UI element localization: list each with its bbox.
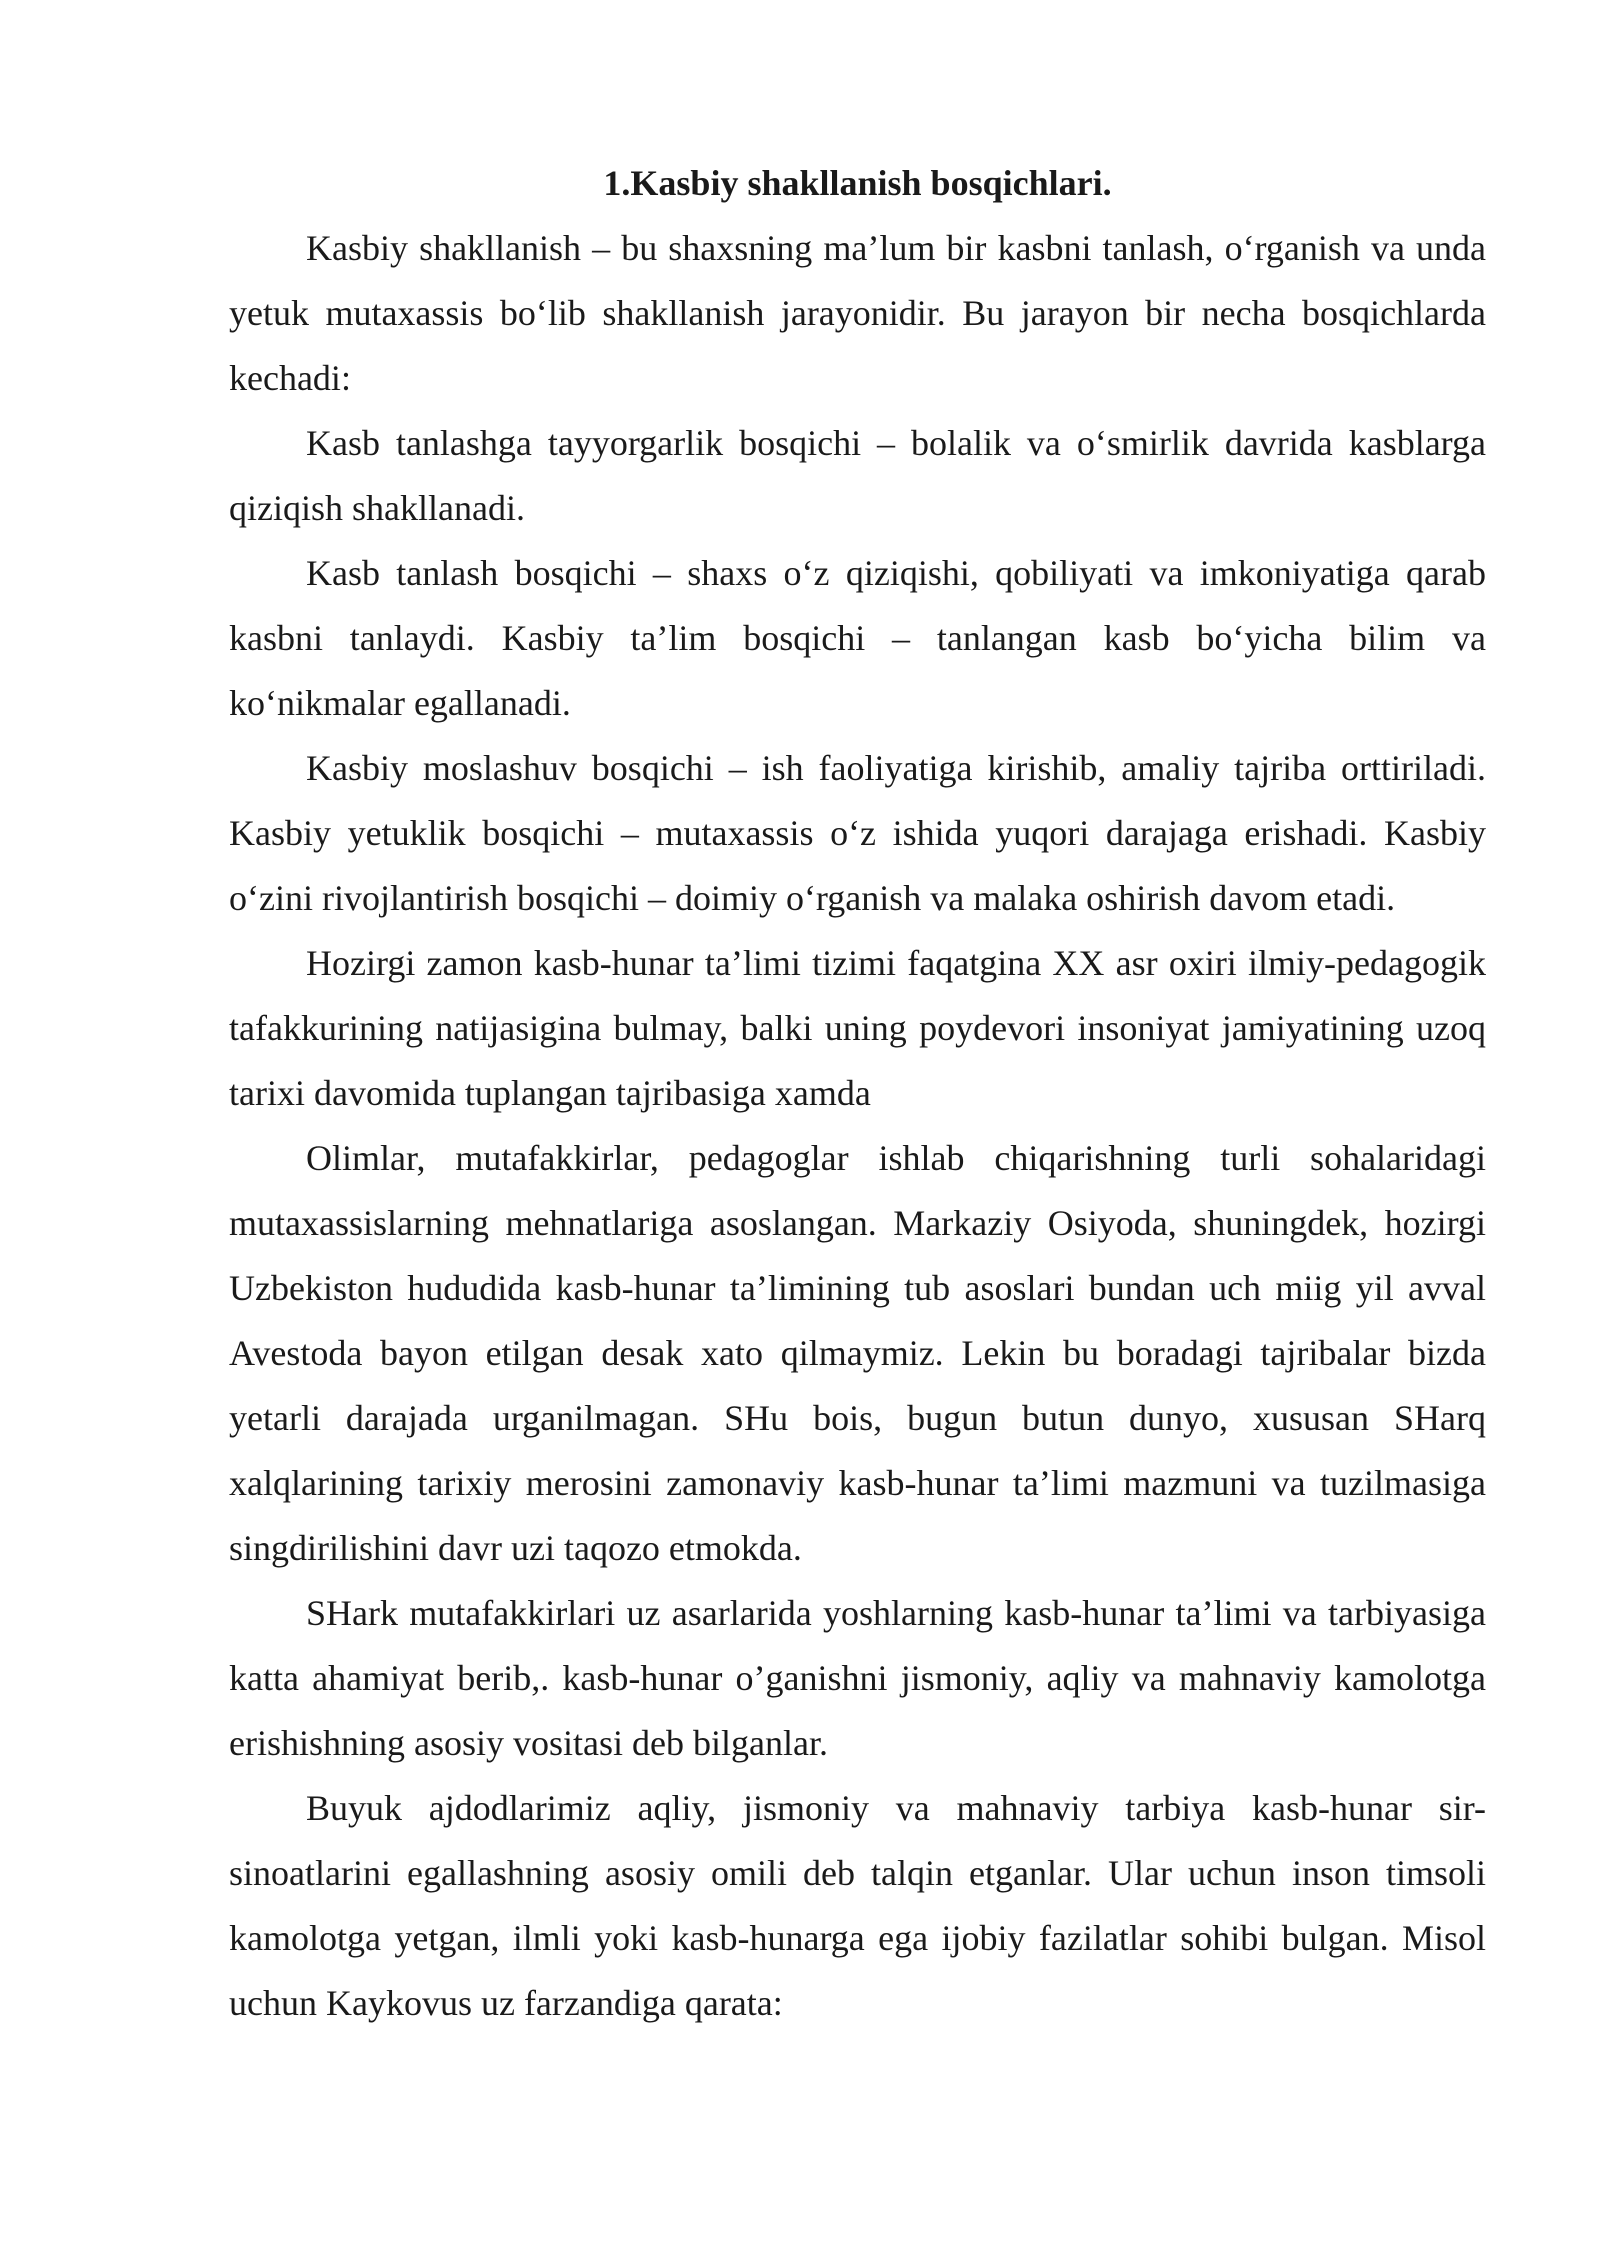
paragraph: Kasb tanlash bosqichi – shaxs o‘z qiziqishi, qobiliyati va imkoniyatiga qarab kasbni tanlaydi. Kasbiy ta’lim bosqichi – tanlangan kasb bo‘yicha bilim va ko‘nikmalar egallanadi.: [229, 553, 1486, 723]
paragraph: Olimlar, mutafakkirlar, pedagoglar ishlab chiqarishning turli sohalaridagi mutaxassislarning mehnatlariga asoslangan. Markaziy Osiyoda, shuningdek, hozirgi Uzbekiston hududida kasb-hunar ta’limining tub asoslari bundan uch miig yil avval Avestoda bayon etilgan desak xato qilmaymiz. Lekin bu boradagi tajribalar bizda yetarli darajada urganilmagan. SHu bois, bugun butun dunyo, xususan SHarq xalqlarining tarixiy merosini zamonaviy kasb-hunar ta’limi mazmuni va tuzilmasiga singdirilishini davr uzi taqozo etmokda.: [229, 1138, 1486, 1568]
paragraph: Kasbiy moslashuv bosqichi – ish faoliyatiga kirishib, amaliy tajriba orttiriladi. Kasbiy yetuklik bosqichi – mutaxassis o‘z ishida yuqori darajaga erishadi. Kasbiy o‘zini rivojlantirish bosqichi – doimiy o‘rganish va malaka oshirish davom etadi.: [229, 748, 1486, 918]
paragraph: Buyuk ajdodlarimiz aqliy, jismoniy va mahnaviy tarbiya kasb-hunar sir-sinoatlarini egallashning asosiy omili deb talqin etganlar. Ular uchun inson timsoli kamolotga yetgan, ilmli yoki kasb-hunarga ega ijobiy fazilatlar sohibi bulgan. Misol uchun Kaykovus uz farzandiga qarata:: [229, 1788, 1486, 2023]
document-body: [229, 151, 1486, 2036]
paragraph: Kasb tanlashga tayyorgarlik bosqichi – bolalik va o‘smirlik davrida kasblarga qiziqish shakllanadi.: [229, 423, 1486, 528]
paragraph: SHark mutafakkirlari uz asarlarida yoshlarning kasb-hunar ta’limi va tarbiyasiga katta ahamiyat berib,. kasb-hunar o’ganishni jismoniy, aqliy va mahnaviy kamolotga erishishning asosiy vositasi deb bilganlar.: [229, 1593, 1486, 1763]
section-title: 1.Kasbiy shakllanish bosqichlari.: [603, 163, 1112, 203]
paragraph: Hozirgi zamon kasb-hunar ta’limi tizimi faqatgina XX asr oxiri ilmiy-pedagogik tafakkurining natijasigina bulmay, balki uning poydevori insoniyat jamiyatining uzoq tarixi davomida tuplangan tajribasiga xamda: [229, 943, 1486, 1113]
paragraph: Kasbiy shakllanish – bu shaxsning ma’lum bir kasbni tanlash, o‘rganish va unda yetuk mutaxassis bo‘lib shakllanish jarayonidir. Bu jarayon bir necha bosqichlarda kechadi:: [229, 228, 1486, 398]
